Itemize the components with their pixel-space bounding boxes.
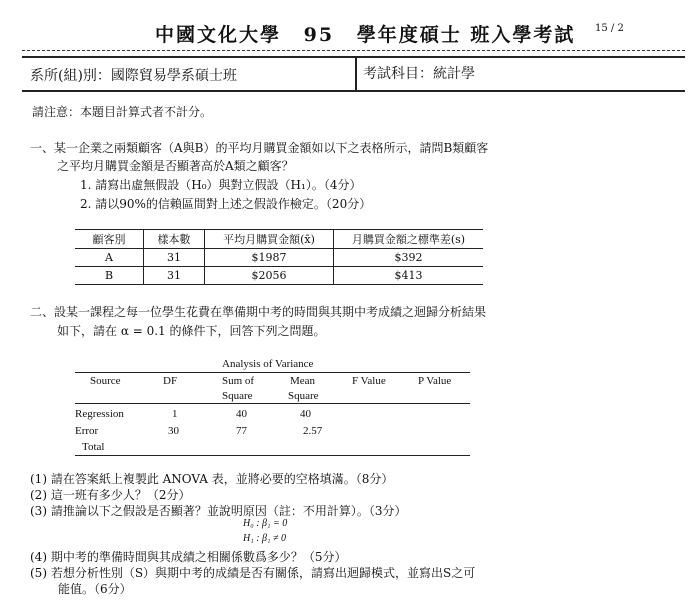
- hypothesis-h1: H₁ : β₁ ≠ 0: [243, 533, 286, 544]
- table-row: [75, 267, 483, 285]
- table-cell: $413: [334, 267, 484, 285]
- anova-row-source: Total: [82, 441, 105, 453]
- exam-name: 學年度碩士 班入學考試: [356, 24, 576, 46]
- table-cell: A: [75, 249, 144, 267]
- anova-header-ms1: Mean: [290, 375, 316, 387]
- anova-title: Analysis of Variance: [222, 358, 314, 370]
- q2-sub1: (1) 請在答案紙上複製此 ANOVA 表，並將必要的空格填滿。（8分）: [30, 472, 394, 486]
- anova-rule-bottom: [75, 455, 470, 456]
- anova-row-ss: 77: [236, 425, 247, 437]
- table-row: [75, 249, 483, 267]
- table-header-cell: 樣本數: [144, 230, 205, 249]
- anova-header-source: Source: [90, 375, 121, 387]
- q2-line1: 二、設某一課程之每一位學生花費在準備期中考的時間與其期中考成績之迴歸分析結果: [30, 305, 487, 319]
- table-cell: 31: [144, 267, 205, 285]
- q2-sub5-line2: 能值。（6分）: [58, 582, 132, 596]
- table-cell: 31: [144, 249, 205, 267]
- academic-year: 95: [303, 24, 335, 46]
- q1-line1: 一、某一企業之兩類顧客（A與B）的平均月購買金額如以下之表格所示，請問B類顧客: [30, 141, 489, 155]
- anova-row-ss: 40: [236, 408, 247, 420]
- subject-label: 考試科目：統計學: [363, 66, 475, 82]
- table-header-cell: 平均月購買金額(x̄): [205, 230, 334, 249]
- anova-row-df: 1: [172, 408, 178, 420]
- q1-line2: 之平均月購買金額是否顯著高於A類之顧客？: [57, 159, 294, 173]
- page-number: 15 / 2: [595, 23, 624, 34]
- table-cell: $392: [334, 249, 484, 267]
- university-name: 中國文化大學: [155, 24, 282, 46]
- q1-sub2: 2. 請以90%的信賴區間對上述之假設作檢定。（20分）: [80, 197, 372, 211]
- header-rule-mid: [22, 56, 685, 58]
- table-cell: $2056: [205, 267, 334, 285]
- anova-header-ss2: Square: [222, 390, 253, 402]
- table-header-cell: 月購買金額之標準差(s): [334, 230, 484, 249]
- anova-header-ms2: Square: [288, 390, 319, 402]
- anova-row-ms: 2.57: [303, 425, 323, 437]
- anova-row-df: 30: [168, 425, 179, 437]
- notice-text: 請注意：本題目計算式者不計分。: [32, 105, 213, 119]
- anova-rule-header: [75, 403, 470, 404]
- table-header-row: [75, 230, 483, 249]
- anova-row-ms: 40: [300, 408, 311, 420]
- anova-header-p: P Value: [418, 375, 452, 387]
- hypothesis-h0: H₀ : β₁ = 0: [243, 518, 288, 529]
- anova-header-f: F Value: [352, 375, 386, 387]
- q2-sub3: (3) 請推論以下之假設是否顯著？並說明原因（註：不用計算）。（3分）: [30, 504, 407, 518]
- anova-row-source: Regression: [75, 408, 124, 420]
- table-cell: $1987: [205, 249, 334, 267]
- anova-header-ss1: Sum of: [222, 375, 255, 387]
- department-label: 系所(組)別：國際貿易學系碩士班: [30, 68, 237, 84]
- q1-sub1: 1. 請寫出虛無假設（H₀）與對立假設（H₁）。（4分）: [80, 178, 362, 192]
- customer-table: [75, 229, 483, 285]
- anova-rule-top: [75, 372, 470, 373]
- table-header-cell: 顧客別: [75, 230, 144, 249]
- anova-row-source: Error: [75, 425, 99, 437]
- q2-sub5-line1: (5) 若想分析性別（S）與期中考的成績是否有關係，請寫出迴歸模式，並寫出S之可: [30, 566, 476, 580]
- header-divider: [355, 56, 357, 90]
- q2-line2: 如下，請在 α = 0.1 的條件下，回答下列之問題。: [57, 324, 326, 338]
- q2-sub2: (2) 這一班有多少人？（2分）: [30, 488, 191, 502]
- table-cell: B: [75, 267, 144, 285]
- header-rule-top: [22, 50, 685, 52]
- q2-sub4: (4) 期中考的準備時間與其成績之相關係數爲多少？（5分）: [30, 550, 347, 564]
- anova-header-df: DF: [163, 375, 178, 387]
- header-rule-bottom: [22, 90, 685, 92]
- exam-title: [155, 20, 589, 47]
